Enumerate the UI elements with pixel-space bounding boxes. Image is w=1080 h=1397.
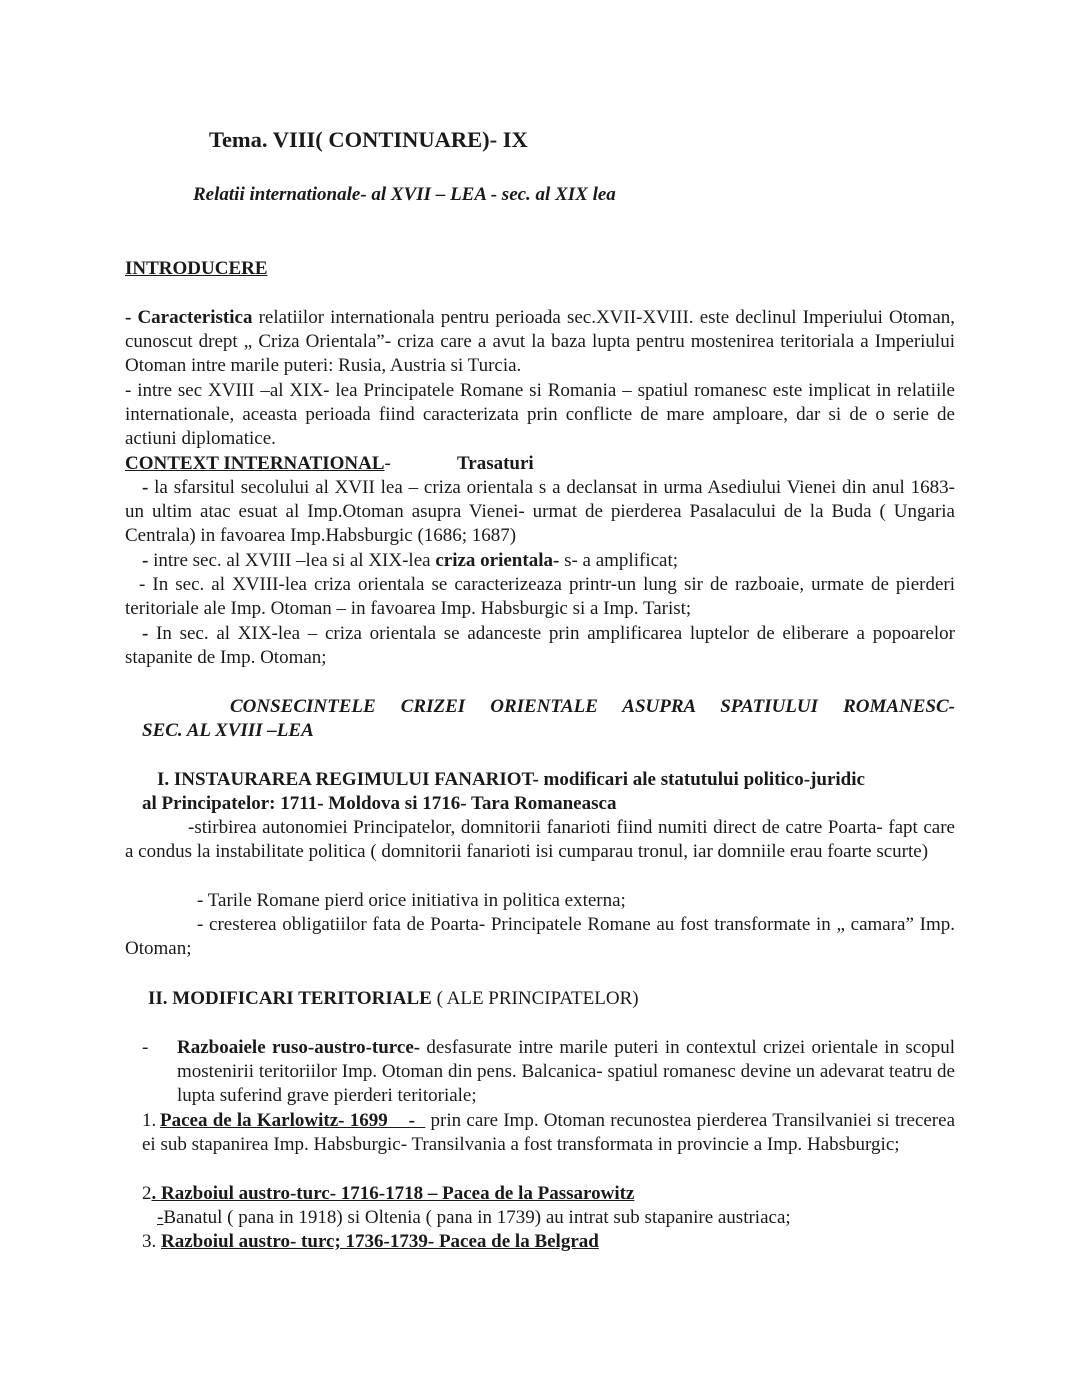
item-3-number: 3.: [142, 1231, 161, 1252]
context-bullet-4-dash: -: [142, 623, 149, 644]
intro-heading: INTRODUCERE: [125, 258, 268, 279]
item-1-title: Pacea de la Karlowitz- 1699 -: [160, 1110, 426, 1131]
context-bullet-2: [142, 549, 955, 573]
context-bullet-4-text: In sec. al XIX-lea – criza orientala se adanceste prin amplificarea luptelor de eliberare a popoarelor stapanite de Imp. Otoman;: [125, 623, 955, 669]
item-2-sub: [157, 1206, 791, 1230]
item-2-title: . Razboiul austro-turc- 1716-1718 – Pacea de la Passarowitz: [151, 1183, 635, 1204]
item-3-title: Razboiul austro- turc; 1736-1739- Pacea de la Belgrad: [161, 1231, 599, 1252]
page-subtitle: Relatii internationale- al XVII – LEA - sec. al XIX lea: [193, 184, 616, 205]
item-2-sub-dash: -: [157, 1207, 164, 1228]
consecinte-heading-line-1: CONSECINTELE CRIZEI ORIENTALE ASUPRA SPATIULUI ROMANESC-: [230, 696, 955, 717]
context-heading-row: [125, 452, 391, 476]
section-2-bullet: [177, 1036, 955, 1109]
context-bullet-1-text: la sfarsitul secolului al XVII lea – criza orientala s a declansat in urma Asediului Vienei din anul 1683- un ultim atac esuat al Imp.Otoman asupra Vienei- urmat de pierderea Pasalacului de la Buda ( Ungaria Centrala) in favoarea Imp.Habsburgic (1686; 1687): [125, 477, 955, 547]
context-bullet-2-text-b: s- a amplificat;: [559, 550, 679, 571]
section-1-paragraph-1: -stirbirea autonomiei Principatelor, domnitorii fanarioti fiind numiti direct de catre Poarta- fapt care a condus la instabilitate politica ( domnitorii fanarioti isi cumparau tronul, iar domniile erau foarte scurte): [125, 817, 955, 863]
item-1-number: 1.: [142, 1110, 157, 1131]
section-1-paragraph-3: - cresterea obligatiilor fata de Poarta- Principatele Romane au fost transformate in „ camara” Imp. Otoman;: [125, 914, 955, 960]
intro-paragraph-2: - intre sec XVIII –al XIX- lea Principatele Romane si Romania – spatiul romanesc este implicat in relatiile internationale, aceasta perioada fiind caracterizata prin conflicte de mare amploare, dar si de o serie de actiuni diplomatice.: [125, 380, 955, 450]
context-bullet-3: - In sec. al XVIII-lea criza orientala se caracterizeaza printr-un lung sir de razboaie, urmate de pierderi teritoriale ale Imp. Otoman – in favoarea Imp. Habsburgic si a Imp. Tarist;: [125, 574, 955, 620]
section-2-heading-rest: ( ALE PRINCIPATELOR): [431, 988, 639, 1009]
section-2-bullet-text: desfasurate intre marile puteri in contextul crizei orientale in scopul mostenirii teritoriilor Imp. Otoman din pens. Balcanica- spatiul romanesc devine un adevarat teatru de lupta suferind grave pierderi teritoriale;: [177, 1037, 955, 1107]
context-bullet-2-bold: criza orientala-: [435, 550, 560, 571]
context-trasaturi: Trasaturi: [457, 453, 534, 474]
section-1-heading-line-1: I. INSTAURAREA REGIMULUI FANARIOT- modificari ale statutului politico-juridic: [157, 769, 865, 790]
context-heading: CONTEXT INTERNATIONAL: [125, 453, 385, 474]
item-1: [142, 1109, 955, 1157]
item-2: [142, 1182, 634, 1206]
context-bullet-4: [125, 622, 955, 670]
section-1-heading-line-2: al Principatelor: 1711- Moldova si 1716- Tara Romaneasca: [142, 793, 617, 814]
item-3: [142, 1230, 599, 1254]
intro-paragraph-1: [125, 306, 955, 379]
intro-characteristic-text: relatiilor internationala pentru perioada sec.XVII-XVIII. este declinul Imperiului Otoman, cunoscut drept „ Criza Orientala”- criza care a avut la baza lupta pentru mostenirea teritoriala a Imperiului Otoman intre marile puteri: Rusia, Austria si Turcia.: [125, 307, 956, 377]
context-bullet-1-dash: -: [142, 477, 149, 498]
context-heading-dash: -: [384, 453, 391, 474]
section-2-bullet-bold: Razboaiele ruso-austro-turce-: [177, 1037, 421, 1058]
section-2-heading: [148, 987, 639, 1011]
context-bullet-2-text-a: intre sec. al XVIII –lea si al XIX-lea: [148, 550, 436, 571]
context-bullet-2-dash: -: [142, 550, 149, 571]
item-2-sub-text: Banatul ( pana in 1918) si Oltenia ( pana in 1739) au intrat sub stapanire austriaca;: [163, 1207, 791, 1228]
section-2-bullet-dash: -: [142, 1037, 149, 1058]
context-bullet-1: [125, 476, 955, 549]
consecinte-heading-line-2: SEC. AL XVIII –LEA: [142, 720, 314, 741]
section-2-heading-bold: II. MODIFICARI TERITORIALE: [148, 988, 432, 1009]
intro-characteristic-label: - Caracteristica: [125, 307, 253, 328]
item-2-number: 2: [142, 1183, 152, 1204]
section-1-paragraph-2: - Tarile Romane pierd orice initiativa in politica externa;: [197, 890, 626, 911]
item-1-text: prin care Imp. Otoman recunostea pierderea Transilvaniei si trecerea ei sub stapanirea Imp. Habsburgic- Transilvania a fost transformata in provincie a Imp. Habsburgic;: [142, 1110, 956, 1156]
page-title: Tema. VIII( CONTINUARE)- IX: [209, 127, 528, 152]
